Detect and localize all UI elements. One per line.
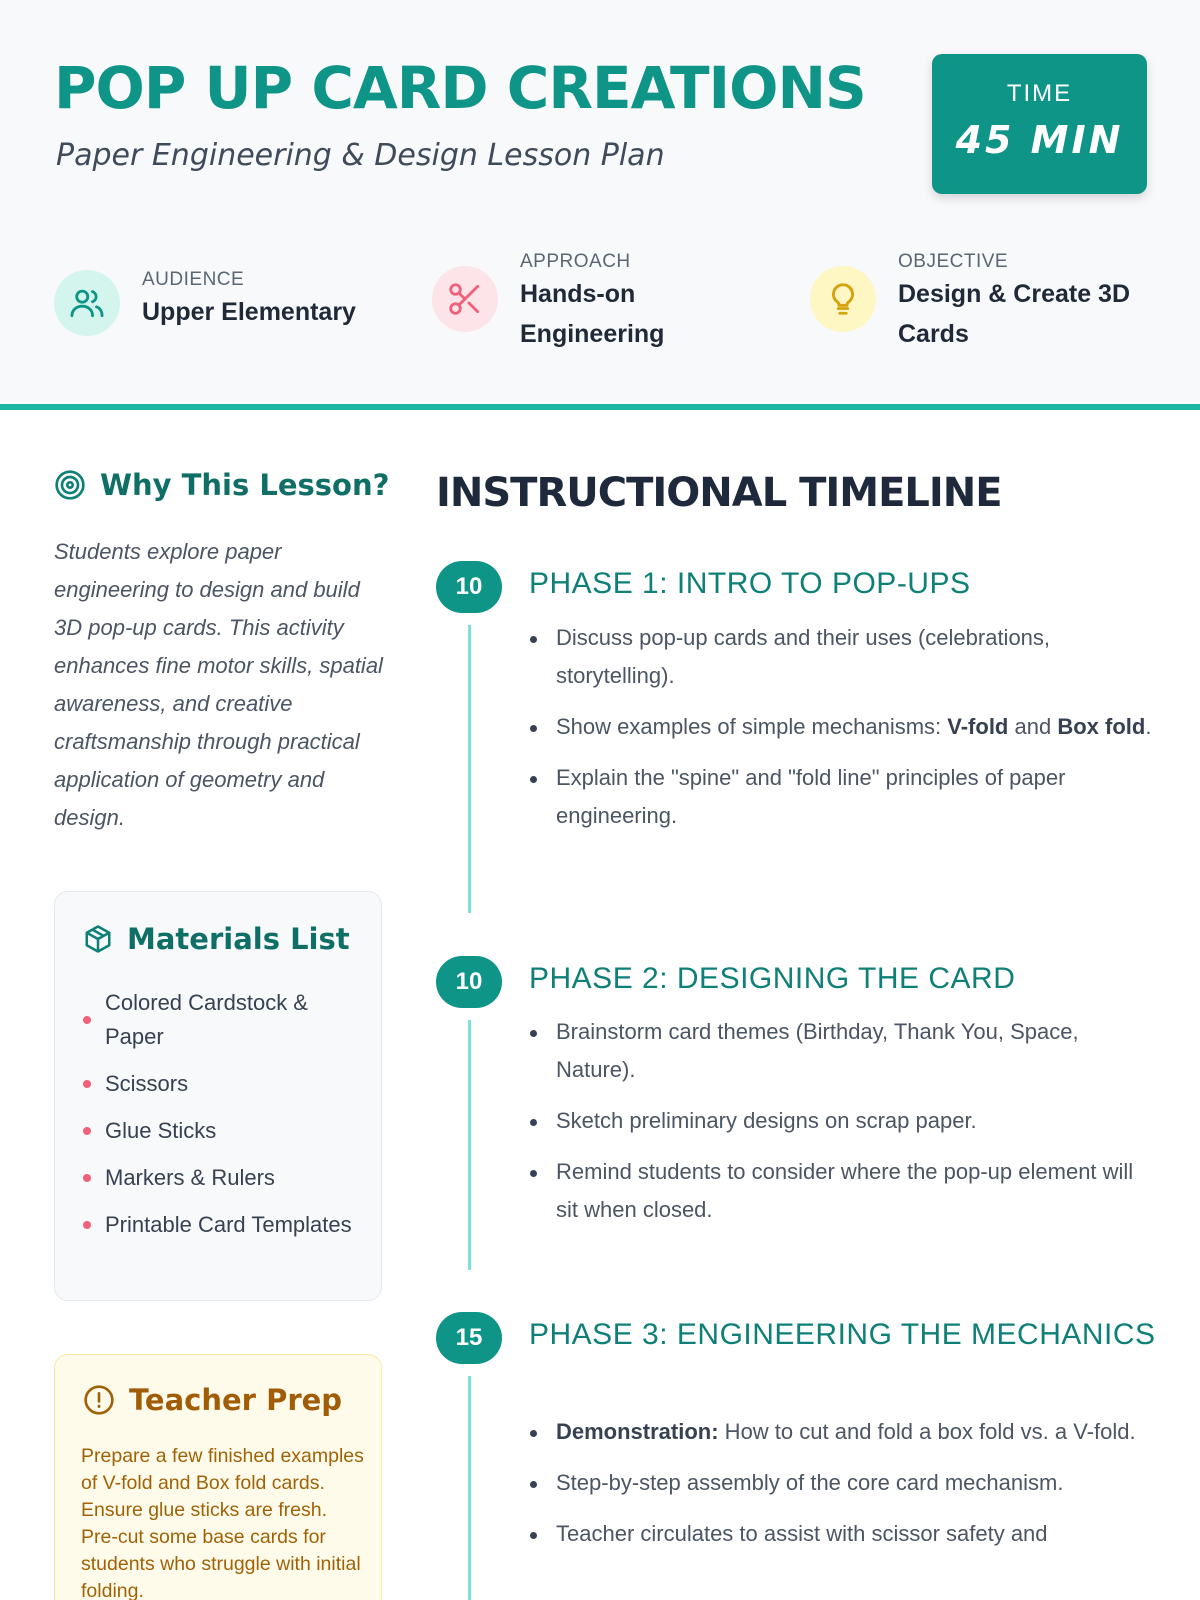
- materials-list: [81, 986, 371, 1255]
- list-item: [556, 708, 1156, 746]
- audience-label: AUDIENCE: [142, 269, 245, 290]
- timeline-title: INSTRUCTIONAL TIMELINE: [436, 470, 1002, 516]
- phase-title: PHASE 3: ENGINEERING THE MECHANICS: [529, 1318, 1156, 1351]
- list-item: Teacher circulates to assist with scissor safety and: [556, 1515, 1156, 1553]
- phase-bullets: [556, 1013, 1156, 1242]
- target-icon: [54, 469, 86, 501]
- why-text: Students explore paper engineering to design and build 3D pop-up cards. This activity enhances fine motor skills, spatial awareness, and creative craftsmanship through practical application of geometry and design.: [54, 539, 383, 830]
- list-item: Step-by-step assembly of the core card mechanism.: [556, 1464, 1156, 1502]
- list-item: Markers & Rulers: [81, 1161, 371, 1195]
- users-icon: [54, 270, 120, 336]
- list-item: Discuss pop-up cards and their uses (celebrations, storytelling).: [556, 619, 1156, 695]
- package-icon: [83, 924, 113, 954]
- list-item: [556, 1413, 1156, 1451]
- phase-title: PHASE 1: INTRO TO POP-UPS: [529, 567, 971, 600]
- bullet-text: How to cut and fold a box fold vs. a V-fold.: [718, 1419, 1136, 1444]
- materials-heading: [83, 922, 350, 956]
- lesson-header: [0, 0, 1200, 410]
- page-subtitle: Paper Engineering & Design Lesson Plan: [56, 138, 665, 173]
- list-item: Colored Cardstock & Paper: [81, 986, 371, 1054]
- time-badge: [932, 54, 1147, 194]
- timeline-connector: [468, 625, 471, 913]
- teacher-prep-card: [54, 1354, 382, 1600]
- why-heading: [54, 468, 389, 502]
- meta-objective: [810, 250, 1158, 354]
- phase-2: [436, 956, 1156, 1276]
- audience-value: Upper Elementary: [142, 298, 356, 326]
- prep-heading-text: Teacher Prep: [129, 1383, 343, 1417]
- meta-audience: [54, 254, 382, 336]
- phase-title: PHASE 2: DESIGNING THE CARD: [529, 962, 1016, 995]
- scissors-icon: [432, 266, 498, 332]
- list-item: Remind students to consider where the pop-up element will sit when closed.: [556, 1153, 1156, 1229]
- list-item: Brainstorm card themes (Birthday, Thank You, Space, Nature).: [556, 1013, 1156, 1089]
- materials-card: [54, 891, 382, 1301]
- phase-1: [436, 561, 1156, 921]
- objective-label: OBJECTIVE: [898, 251, 1009, 272]
- bullet-bold: Demonstration:: [556, 1419, 719, 1444]
- phase-duration-badge: 15: [436, 1312, 502, 1364]
- timeline-connector: [468, 1376, 471, 1600]
- phase-bullets: [556, 1413, 1156, 1566]
- materials-heading-text: Materials List: [127, 922, 350, 956]
- bullet-bold: V-fold: [947, 714, 1009, 739]
- approach-value: Hands-on Engineering: [520, 280, 665, 348]
- phase-duration-badge: 10: [436, 956, 502, 1008]
- bullet-text: and: [1008, 714, 1058, 739]
- list-item: Explain the "spine" and "fold line" principles of paper engineering.: [556, 759, 1156, 835]
- page-title: POP UP CARD CREATIONS: [54, 54, 866, 122]
- phase-3: [436, 1312, 1156, 1600]
- list-item: Printable Card Templates: [81, 1208, 371, 1242]
- approach-label: APPROACH: [520, 251, 631, 272]
- bullet-bold: Box fold: [1057, 714, 1146, 739]
- list-item: Scissors: [81, 1067, 371, 1101]
- bullet-text: .: [1145, 714, 1152, 739]
- objective-value: Design & Create 3D Cards: [898, 280, 1131, 348]
- why-heading-text: Why This Lesson?: [100, 468, 390, 502]
- phase-bullets: [556, 619, 1156, 848]
- timeline-connector: [468, 1020, 471, 1270]
- phase-duration-badge: 10: [436, 561, 502, 613]
- list-item: Glue Sticks: [81, 1114, 371, 1148]
- meta-approach: [432, 250, 690, 354]
- prep-text: Prepare a few finished examples of V-fold and Box fold cards. Ensure glue sticks are fresh. Pre-cut some base cards for students who struggle with initial folding.: [81, 1445, 364, 1600]
- bullet-text: Show examples of simple mechanisms:: [556, 714, 948, 739]
- time-label: TIME: [1006, 80, 1073, 107]
- time-value: 45 MIN: [955, 118, 1124, 162]
- lightbulb-icon: [810, 266, 876, 332]
- list-item: Sketch preliminary designs on scrap paper.: [556, 1102, 1156, 1140]
- prep-heading: [83, 1383, 342, 1417]
- alert-circle-icon: [83, 1384, 115, 1416]
